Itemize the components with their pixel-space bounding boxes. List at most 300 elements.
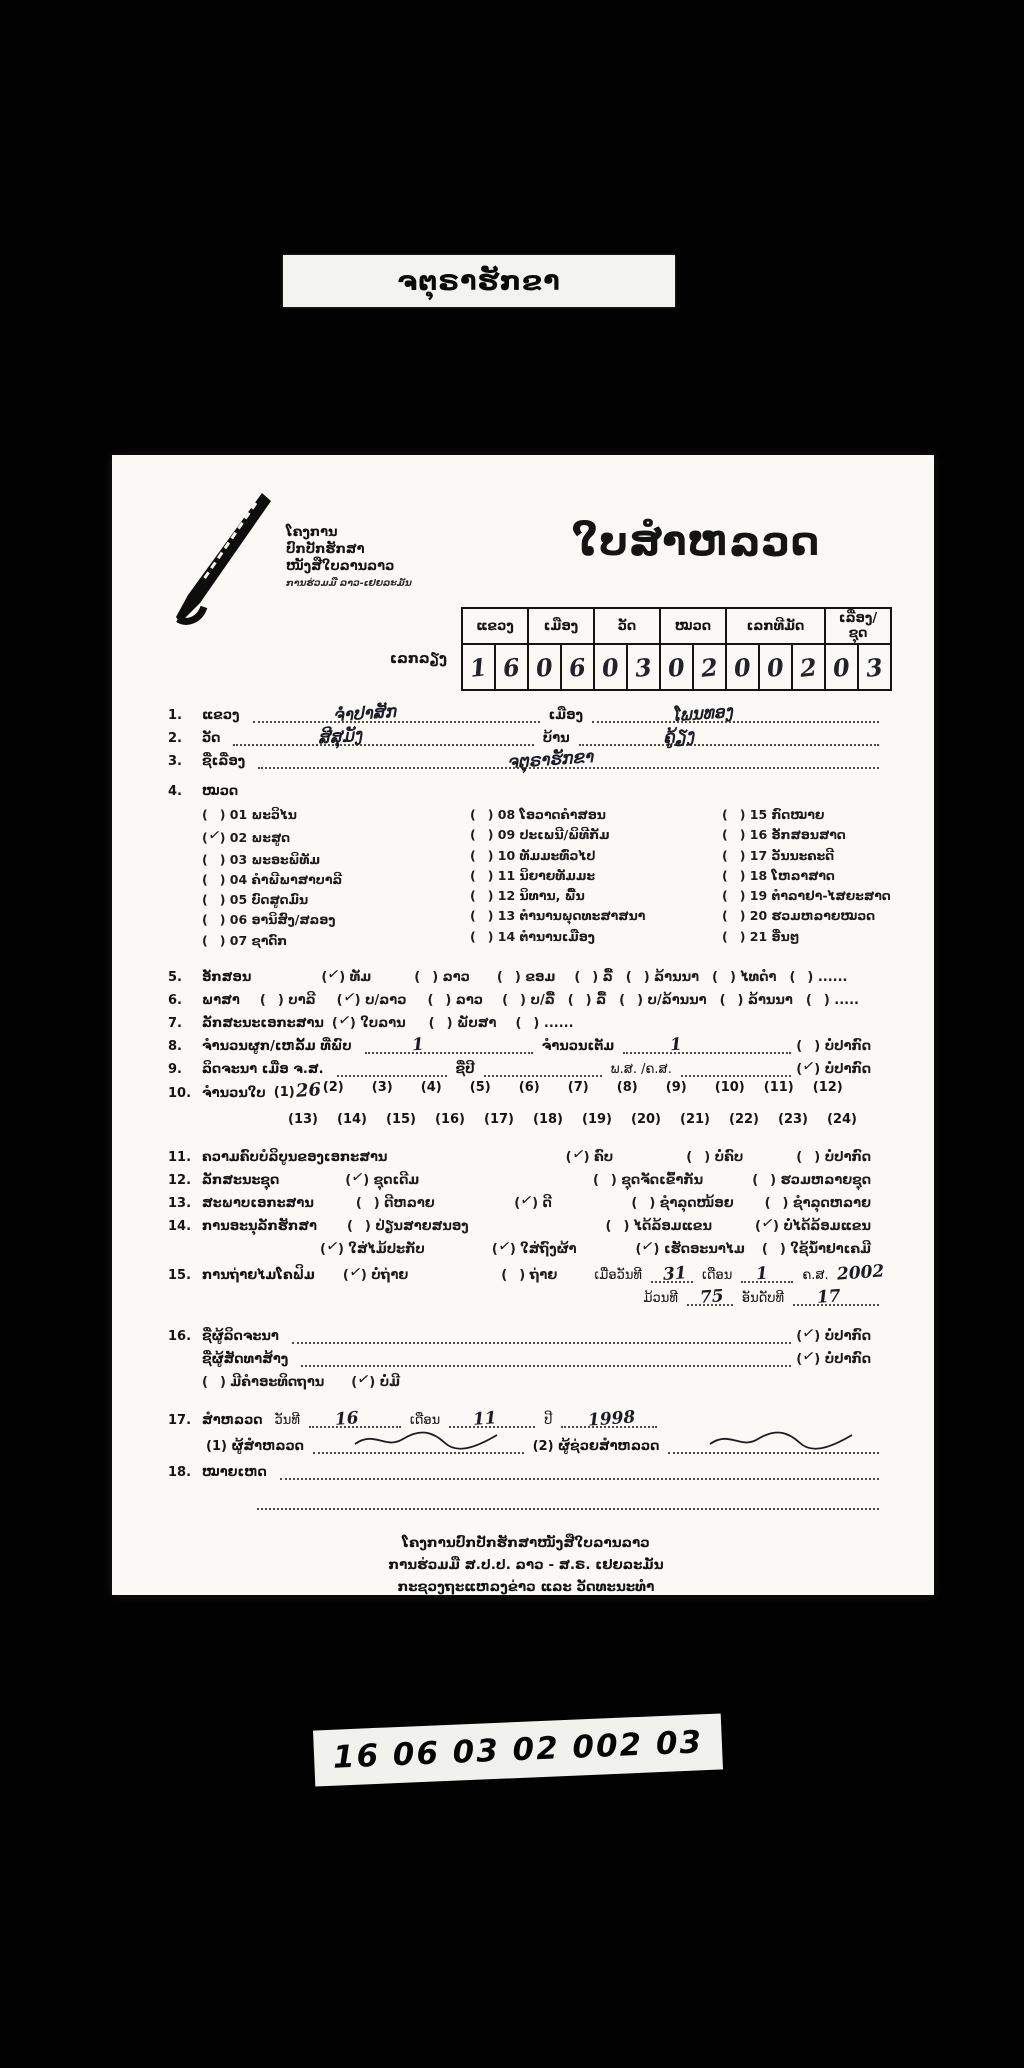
empty-checkbox	[476, 846, 488, 866]
row-number	[168, 1112, 202, 1127]
row-number: 7.	[168, 1015, 182, 1031]
checkmark-icon: ✓	[640, 1235, 656, 1256]
field-label: ວັດ	[202, 731, 221, 746]
row-number: 17.	[168, 1412, 192, 1428]
empty-checkbox	[637, 1196, 649, 1211]
signature	[706, 1428, 856, 1456]
handwritten-value: 31	[662, 1262, 688, 1285]
form-body	[168, 701, 891, 1510]
inline-label: (2) ຜູ້ຊ່ວຍສຳຫລວດ	[532, 1438, 660, 1454]
checkmark-icon: ✓	[570, 1143, 586, 1164]
category-option: ( ) 04 ຄຳພີພາສາບາລີ	[202, 870, 470, 890]
field-label: ອັກສອນ	[202, 969, 252, 985]
handwritten-digit: 0	[765, 651, 786, 683]
form-row	[168, 1460, 884, 1480]
form-row	[168, 1286, 884, 1306]
empty-checkbox	[362, 1196, 374, 1211]
leaf-number: (8)	[616, 1079, 638, 1095]
inline-label: ເມືອງ	[548, 708, 583, 723]
footer-line-1: ໂຄງການປົກປັກຮັກສາໜັງສືໃບລານລາວ	[402, 1534, 650, 1551]
inline-label: ພ.ສ. /ຄ.ສ.	[610, 1061, 672, 1077]
empty-checkbox	[476, 866, 488, 886]
dotted-field	[681, 1060, 791, 1077]
checkmark-icon: ✓	[801, 1322, 817, 1343]
checkbox-option: ( ) ບ/ລື້	[502, 992, 555, 1008]
form-title: ໃບສຳຫລວດ	[572, 519, 821, 565]
empty-checkbox	[476, 805, 488, 825]
empty-checkbox	[435, 1016, 447, 1031]
inline-label: ຊື່ປີ	[455, 1061, 475, 1077]
field-label: ໝວດ	[202, 784, 239, 799]
leaf-number: (14)	[337, 1111, 367, 1127]
handwritten-value: 1	[411, 1034, 425, 1056]
category-option: ( ) 15 ກົດໝາຍ	[722, 805, 891, 825]
checkmark-icon: ✓	[759, 1212, 776, 1233]
row-number: 18.	[168, 1464, 192, 1480]
empty-checkbox	[726, 993, 738, 1008]
handwritten-digit: 0	[666, 651, 687, 683]
checkbox-option: ( ) ຂອມ	[496, 969, 556, 985]
leaf-number: (5)	[469, 1079, 491, 1095]
empty-checkbox	[208, 850, 220, 870]
dotted-field	[623, 1034, 791, 1056]
row-number: 16.	[168, 1328, 192, 1344]
empty-checkbox	[208, 890, 220, 910]
row-number	[168, 1375, 202, 1390]
checkbox-option: ( ) ບໍ່ຄົບ	[686, 1149, 744, 1165]
checkbox-option: ( ) ປ່ຽນສາຍສນອງ	[346, 1218, 469, 1234]
row-number: 13.	[168, 1195, 192, 1211]
dotted-field	[309, 1407, 401, 1430]
handwritten-value: 26	[294, 1078, 322, 1102]
category-option: ( ) 14 ຕຳນານເມືອງ	[470, 927, 722, 947]
dotted-field	[561, 1407, 657, 1431]
category-column	[722, 805, 891, 951]
empty-checkbox	[476, 825, 488, 845]
form-row	[168, 1490, 884, 1510]
handwritten-digit: 0	[534, 651, 555, 683]
leaf-number: (6)	[518, 1079, 540, 1095]
leaf-number: (18)	[533, 1111, 563, 1127]
checkmark-icon: ✓	[336, 1009, 353, 1030]
empty-checkbox	[476, 906, 488, 926]
dotted-field	[741, 1263, 793, 1285]
field-label: ລັກສະນະເອກະສານ	[202, 1015, 324, 1031]
handwritten-value: 16	[333, 1407, 359, 1430]
dotted-field	[484, 1060, 602, 1077]
empty-checkbox	[476, 886, 488, 906]
empty-checkbox	[802, 1039, 814, 1054]
dotted-field	[687, 1285, 733, 1308]
empty-checkbox	[795, 970, 807, 985]
checkbox-option: (✓) ບໍ່ໄດ້ລ້ອມແຂນ	[755, 1212, 871, 1234]
dotted-field	[337, 1060, 447, 1077]
empty-checkbox	[771, 1196, 783, 1211]
row-number: 5.	[168, 969, 182, 985]
field-label: ຈຳນວນໃບ	[202, 1085, 266, 1101]
field-label: ສຳຫລວດ	[202, 1412, 263, 1428]
row-number: 10.	[168, 1085, 192, 1101]
empty-checkbox	[503, 970, 515, 985]
empty-checkbox	[718, 970, 730, 985]
form-row	[168, 779, 884, 799]
leaf-number: (9)	[665, 1079, 687, 1095]
dotted-field	[668, 1437, 879, 1454]
code-digit-cell	[693, 644, 726, 690]
checkbox-option: (✓) ຊຸດເດີມ	[345, 1166, 420, 1188]
checkbox-option: (✓) ດີ	[514, 1189, 552, 1211]
form-row	[168, 1107, 884, 1127]
handwritten-digit: 0	[732, 651, 753, 683]
leaf-number: (17)	[484, 1111, 514, 1127]
checkbox-option: ( ) ບ/ລ້ານນາ	[619, 992, 707, 1008]
category-option: ( ) 19 ຕຳລາຢາ-ໄສຍະສາດ	[722, 886, 891, 906]
handwritten-digit: 1	[468, 651, 489, 683]
category-option: ( ) 10 ທັມມະທົ່ວໄປ	[470, 846, 722, 866]
checkbox-option: ( ) ລ້ານນາ	[625, 969, 700, 985]
empty-checkbox	[574, 993, 586, 1008]
empty-checkbox	[728, 927, 740, 947]
leaf-number: (16)	[435, 1111, 465, 1127]
leaf-number: (4)	[420, 1079, 442, 1095]
empty-checkbox	[625, 993, 637, 1008]
empty-checkbox	[266, 993, 278, 1008]
handwritten-digit: 2	[798, 651, 819, 683]
org-line-3: ໜັງສືໃບລານລາວ	[286, 558, 395, 574]
checkmark-icon: ✓	[801, 1055, 817, 1076]
checkmark-icon: ✓	[326, 963, 342, 984]
org-line-4: ການຮ່ວມມື ລາວ-ເຢຍລະມັນ	[286, 577, 412, 589]
dotted-field	[253, 701, 540, 727]
inline-label: ເດືອນ	[409, 1412, 441, 1428]
category-option: ( ) 06 ອານິສົງ/ສລອງ	[202, 910, 470, 930]
inline-label: ວັນທີ	[274, 1412, 300, 1428]
leaf-number: (7)	[567, 1079, 589, 1095]
category-option: ( ) 21 ອື່ນໆ	[722, 927, 891, 947]
category-option: ( ) 03 ພະອະພິທັມ	[202, 850, 470, 870]
form-row	[168, 1080, 884, 1101]
form-row	[168, 1214, 884, 1234]
field-label: ຊື່ຜູ້ສັດທາສ້າງ	[202, 1351, 289, 1367]
checkbox-option: ( ) ພັບສາ	[428, 1015, 497, 1031]
category-option: ( ) 18 ໂຫລາສາດ	[722, 866, 891, 886]
form-row	[168, 965, 884, 985]
field-label: ຊື່ຜູ້ລິດຈະນາ	[202, 1328, 279, 1344]
code-column-header: ແຂວງ	[462, 608, 528, 644]
inline-label: ປີ	[544, 1412, 553, 1428]
code-digit-cell	[627, 644, 660, 690]
category-option: ( ) 01 ພະວິໄນ	[202, 805, 470, 825]
empty-checkbox	[580, 970, 592, 985]
manuscript-title-text: ຈຕຸຣາຮັກຂາ	[397, 265, 561, 297]
leaf-number: (10)	[714, 1079, 745, 1095]
form-row	[168, 701, 884, 727]
checkbox-option: ( ) .....	[805, 992, 859, 1008]
checkbox-option: ( ) ຊຳລຸດຫລາຍ	[764, 1195, 871, 1211]
inline-label: ຈຳນວນເຕັມ	[541, 1038, 615, 1054]
inline-label: ມ້ວນທີ	[643, 1290, 678, 1306]
handwritten-value: 17	[816, 1285, 842, 1308]
code-digit-cell	[726, 644, 759, 690]
empty-checkbox	[758, 1173, 770, 1188]
checkmark-icon: ✓	[324, 1235, 341, 1256]
leaf-number: (12)	[812, 1079, 843, 1095]
inline-label: (1) ຜູ້ສຳຫລວດ	[206, 1438, 304, 1454]
checkbox-option: (✓) ບໍ່ປາກົດ	[796, 1055, 871, 1077]
empty-checkbox	[353, 1219, 365, 1234]
inline-label: ຄ.ສ.	[802, 1267, 829, 1283]
empty-checkbox	[208, 931, 220, 951]
empty-checkbox	[433, 993, 445, 1008]
checkbox-option: ( ) ໃຊ້ນ້ຳຢາເຄມີ	[761, 1241, 871, 1257]
empty-checkbox	[208, 1375, 220, 1390]
row-number: 12.	[168, 1172, 192, 1188]
checkbox-option: (✓) ໃສ່ໄມ້ປະກັບ	[320, 1235, 425, 1257]
checkbox-option: (✓) ບໍ່ປາກົດ	[796, 1345, 871, 1367]
code-table	[461, 607, 892, 691]
handwritten-value: ຈຳປາສັກ	[332, 701, 397, 727]
field-label: ການຖ່າຍໄມໂຄຟິມ	[202, 1267, 315, 1283]
field-label: ໝາຍເຫດ	[202, 1464, 267, 1480]
signature	[351, 1428, 501, 1456]
org-line-1: ໂຄງການ	[286, 525, 338, 540]
checkbox-option: (✓) ໃບລານ	[331, 1009, 406, 1031]
code-header-row	[462, 608, 891, 644]
checkbox-option: ( ) ດີຫລາຍ	[355, 1195, 435, 1211]
category-option: (✓) 02 ພະສູດ	[202, 825, 470, 849]
form-row	[168, 1034, 884, 1054]
form-row	[168, 747, 884, 773]
leaf-number-row	[274, 1080, 862, 1101]
form-row	[168, 1370, 884, 1390]
handwritten-value: 1	[755, 1263, 769, 1285]
row-number	[168, 1352, 202, 1367]
checkbox-option: (✓) ເຮັດອະນາໄມ	[635, 1235, 745, 1257]
empty-checkbox	[728, 906, 740, 926]
checkmark-icon: ✓	[519, 1189, 535, 1210]
code-digit-cell	[792, 644, 825, 690]
row-number: 9.	[168, 1061, 182, 1077]
field-label: ຈຳນວນຜູກ/ເຫລັ້ມ ທີ່ພົບ	[202, 1038, 352, 1054]
checkmark-icon: ✓	[350, 1166, 366, 1187]
category-option: ( ) 20 ຮວມຫລາຍໝວດ	[722, 906, 891, 926]
category-option: ( ) 07 ຊາດົກ	[202, 931, 470, 951]
leaf-number: (2)	[322, 1079, 344, 1095]
checkbox-option: ( ) ໄດ້ລ້ອມແຂນ	[605, 1218, 713, 1234]
dotted-field	[313, 1437, 524, 1454]
category-option: ( ) 13 ຕຳນານພຸດທະສາສນາ	[470, 906, 722, 926]
empty-checkbox	[420, 970, 432, 985]
category-option: ( ) 09 ປະເພນີ/ພິທີກັມ	[470, 825, 722, 845]
checkbox-option: ( ) ......	[789, 969, 848, 985]
checkbox-option: ( ) ລື້	[567, 992, 607, 1008]
footer-line-3: ກະຊວງຖະແຫລງຂ່າວ ແລະ ວັດທະນະທຳ	[397, 1579, 655, 1596]
dotted-field	[301, 1350, 791, 1367]
form-row	[168, 1237, 884, 1257]
field-label: ແຂວງ	[202, 708, 240, 723]
code-digit-cell	[825, 644, 858, 690]
dotted-field	[233, 725, 533, 749]
code-column-header: ໝວດ	[660, 608, 726, 644]
category-option: ( ) 05 ບົດສູດມົນ	[202, 890, 470, 910]
checkbox-option: ( ) ບາລີ	[259, 992, 316, 1008]
checkbox-option: ( ) ......	[515, 1015, 574, 1031]
checkmark-icon: ✓	[801, 1345, 817, 1366]
checkmark-icon: ✓	[496, 1235, 513, 1256]
empty-checkbox	[802, 1150, 814, 1165]
leaf-number: (21)	[680, 1111, 710, 1127]
field-label: ລິດຈະນາ ເມື່ອ ຈ.ສ.	[202, 1061, 324, 1077]
row-number: 11.	[168, 1149, 192, 1165]
org-line-2: ປົກປັກຮັກສາ	[286, 541, 365, 557]
code-column-header: ເມືອງ	[528, 608, 594, 644]
checkbox-option: (✓) ບ/ລາວ	[336, 986, 407, 1008]
field-label: ສະພາບເອກະສານ	[202, 1195, 314, 1211]
leaf-number: (24)	[827, 1111, 857, 1127]
handwritten-digit: 6	[567, 651, 588, 683]
footer-line-2: ການຮ່ວມມື ສ.ປ.ປ. ລາວ - ສ.ຣ. ເຢຍລະມັນ	[388, 1557, 664, 1574]
row-number	[168, 1291, 202, 1306]
leaf-number: (22)	[729, 1111, 759, 1127]
checkbox-option: (✓) ບໍ່ມີ	[351, 1368, 401, 1390]
handwritten-digit: 3	[633, 651, 654, 683]
manuscript-title-strip	[283, 255, 675, 307]
form-row	[168, 1347, 884, 1367]
code-digit-row	[462, 644, 891, 690]
code-table-block	[390, 607, 892, 691]
checkmark-icon: ✓	[347, 1261, 364, 1282]
dotted-field	[579, 725, 879, 749]
code-digit-cell	[660, 644, 693, 690]
checkmark-icon: ✓	[356, 1368, 372, 1389]
empty-checkbox	[632, 970, 644, 985]
project-logo-icon	[174, 491, 274, 633]
leaf-number: (1)26	[273, 1078, 322, 1102]
empty-checkbox	[728, 805, 740, 825]
handwritten-value: 1	[669, 1034, 683, 1056]
checkbox-option: (✓) ບໍ່ປາກົດ	[796, 1322, 871, 1344]
checkbox-option: ( ) ລາວ	[414, 969, 470, 985]
empty-checkbox	[521, 1016, 533, 1031]
checkbox-option: ( ) ຖ່າຍ	[501, 1267, 558, 1283]
form-row	[168, 1407, 884, 1431]
form-row	[168, 1324, 884, 1344]
leaf-number: (13)	[288, 1111, 318, 1127]
inline-label: ບ້ານ	[542, 731, 570, 746]
code-table-label: ເລກລຽງ	[389, 651, 447, 667]
handwritten-digit: 6	[501, 651, 522, 683]
dotted-field	[258, 747, 879, 773]
field-label: ຊື່ເລື່ອງ	[202, 754, 246, 769]
empty-checkbox	[599, 1173, 611, 1188]
checkbox-option: ( ) ໄທດຳ	[712, 969, 777, 985]
handwritten-digit: 0	[831, 651, 852, 683]
row-number: 14.	[168, 1218, 192, 1234]
checkmark-icon: ✓	[206, 825, 223, 846]
field-label: ຄວາມຄົບບໍລິບູນຂອງເອກະສານ	[202, 1149, 388, 1165]
handwritten-value: ຄູ້ຽງ	[662, 725, 695, 749]
code-column-header: ເລື່ອງ/ຊຸດ	[825, 608, 891, 644]
dotted-field	[449, 1407, 535, 1430]
checkmark-icon: ✓	[341, 986, 357, 1007]
row-number	[168, 1439, 202, 1454]
handwritten-digit: 2	[699, 651, 720, 683]
category-option: ( ) 11 ນິຍາຍທັມມະ	[470, 866, 722, 886]
handwritten-value: ຈຕຸຣາຮັກຂາ	[505, 747, 594, 773]
code-digit-cell	[858, 644, 891, 690]
code-digit-cell	[462, 644, 495, 690]
form-row	[168, 1434, 884, 1454]
empty-checkbox	[208, 870, 220, 890]
code-digit-cell	[594, 644, 627, 690]
inline-label: ເມື່ອວັນທີ	[594, 1267, 642, 1283]
handwritten-value: 11	[472, 1407, 498, 1430]
category-column	[202, 805, 470, 951]
checkbox-option: (✓) ບໍ່ຖ່າຍ	[342, 1261, 409, 1283]
row-number: 15.	[168, 1267, 192, 1283]
form-row	[168, 1191, 884, 1211]
survey-form-document	[112, 455, 934, 1595]
leaf-number: (19)	[582, 1111, 612, 1127]
row-number: 6.	[168, 992, 182, 1008]
empty-checkbox	[812, 993, 824, 1008]
empty-checkbox	[728, 846, 740, 866]
empty-checkbox	[476, 927, 488, 947]
row-number	[168, 1495, 202, 1510]
code-digit-cell	[759, 644, 792, 690]
field-label: ການອະນຸລັກຮັກສາ	[202, 1218, 317, 1234]
form-row	[168, 1011, 884, 1031]
empty-checkbox	[692, 1150, 704, 1165]
code-digit-cell	[528, 644, 561, 690]
handwritten-value: 1998	[587, 1407, 637, 1431]
handwritten-value: 2002	[836, 1261, 885, 1285]
form-header	[168, 455, 884, 693]
checkbox-option: ( ) ມີຄຳອະທິດຖານ	[202, 1374, 325, 1390]
checkbox-option: ( ) ລ້ານນາ	[719, 992, 793, 1008]
dotted-field	[257, 1493, 879, 1510]
code-number-strip	[313, 1713, 723, 1786]
handwritten-value: ໂພນທອງ	[671, 701, 734, 727]
checkbox-option: (✓) ຄົບ	[565, 1143, 614, 1165]
empty-checkbox	[728, 825, 740, 845]
row-number: 3.	[168, 754, 182, 769]
empty-checkbox	[507, 1268, 519, 1283]
empty-checkbox	[768, 1242, 780, 1257]
code-column-header: ເລກທີມັດ	[726, 608, 825, 644]
leaf-number: (3)	[371, 1079, 393, 1095]
leaf-number: (15)	[386, 1111, 416, 1127]
dotted-field	[592, 701, 879, 727]
empty-checkbox	[728, 866, 740, 886]
field-label: ພາສາ	[202, 992, 240, 1008]
category-option: ( ) 12 ນິທານ, ພື້ນ	[470, 886, 722, 906]
leaf-number-row	[288, 1112, 876, 1127]
row-number: 8.	[168, 1038, 182, 1054]
form-row	[168, 1168, 884, 1188]
organization-block	[286, 525, 412, 590]
category-option: ( ) 17 ວັນນະຄະດີ	[722, 846, 891, 866]
row-number	[168, 1242, 202, 1257]
form-row	[168, 1057, 884, 1077]
dotted-field	[292, 1327, 791, 1344]
checkbox-option: (✓) ໃສ່ຖົງຜ້າ	[491, 1235, 577, 1257]
checkbox-option: ( ) ລາວ	[427, 992, 484, 1008]
form-row	[168, 988, 884, 1008]
form-row	[168, 725, 884, 749]
checkbox-option: ( ) ບໍ່ປາກົດ	[796, 1149, 871, 1165]
empty-checkbox	[728, 886, 740, 906]
